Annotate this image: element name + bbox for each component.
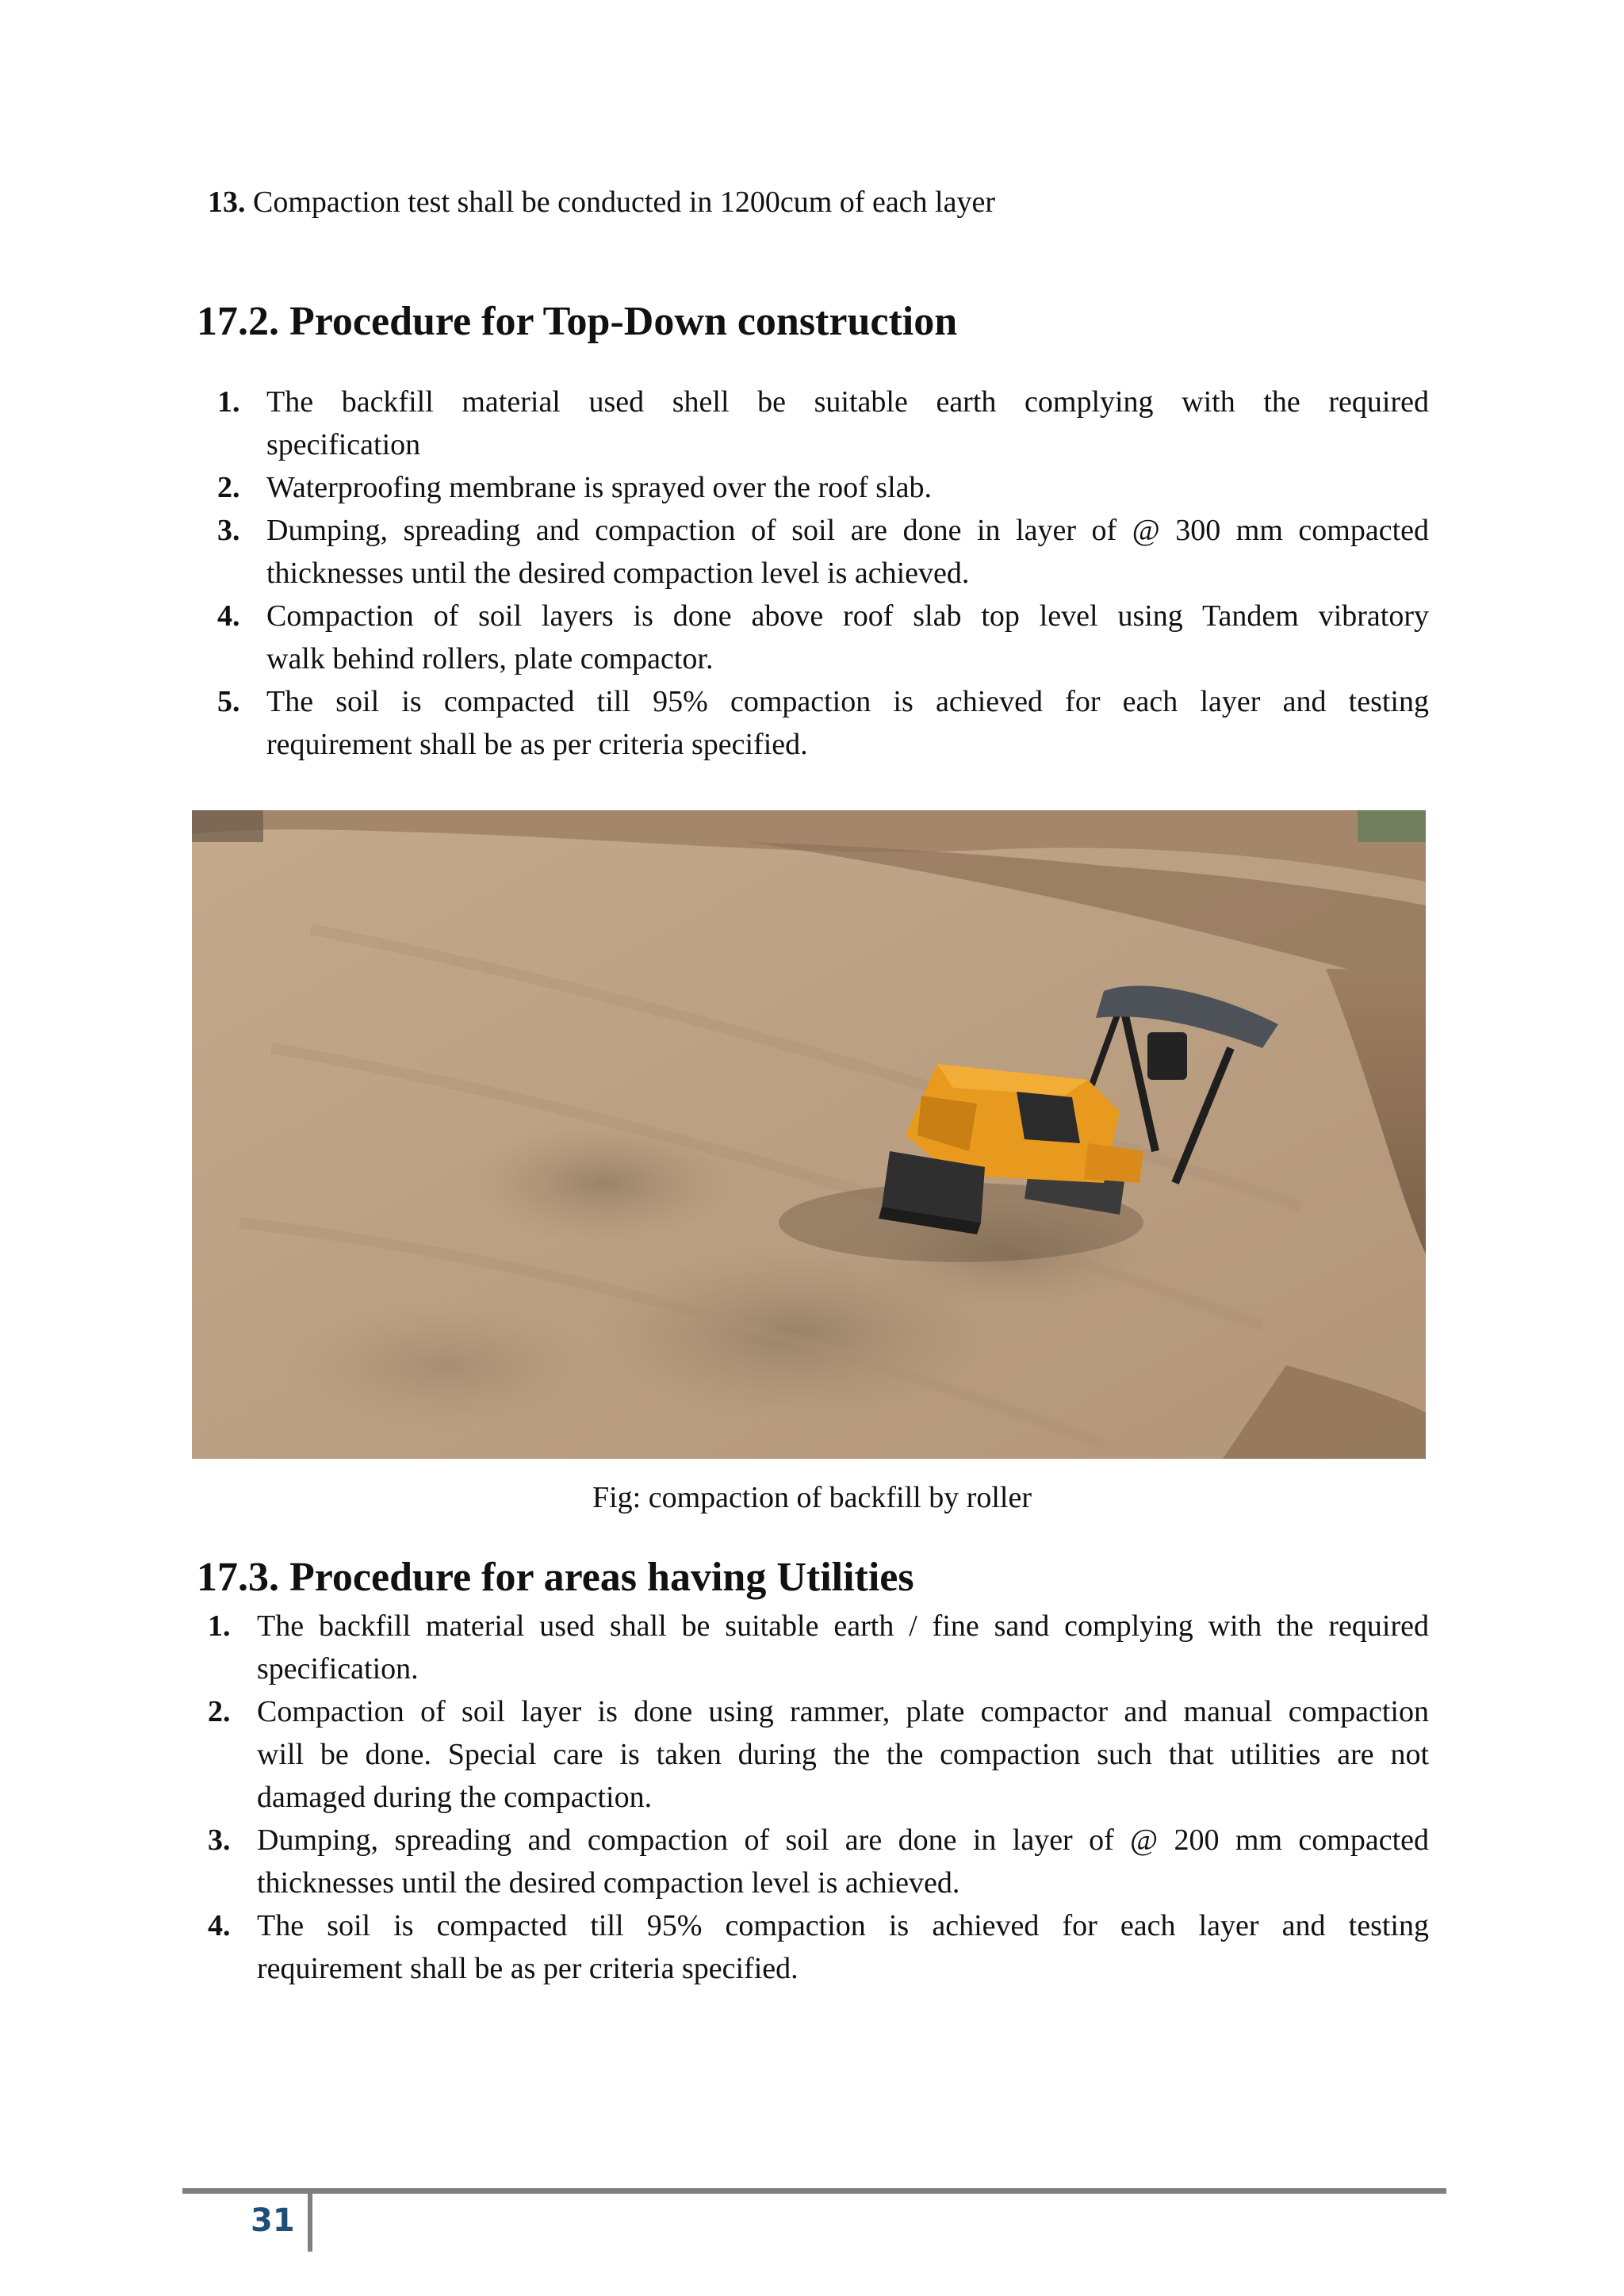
list-item-line: requirement shall be as per criteria specified. bbox=[257, 1952, 799, 1985]
list-item bbox=[208, 1904, 1429, 1990]
list-item-number: 1. bbox=[208, 1609, 231, 1643]
list-item-number: 4. bbox=[217, 599, 240, 633]
list-item-line: Dumping, spreading and compaction of soil are done in layer of @ 300 mm compacted bbox=[266, 514, 1429, 547]
list-item-number: 2. bbox=[217, 471, 240, 504]
list-item-number: 13. bbox=[208, 186, 246, 219]
list-item-line: Waterproofing membrane is sprayed over the roof slab. bbox=[266, 471, 932, 504]
roller-compaction-photo bbox=[192, 810, 1426, 1459]
list-17-3 bbox=[208, 1605, 1429, 1990]
list-item-line: will be done. Special care is taken during the the compaction such that utilities are not bbox=[257, 1738, 1429, 1771]
list-item-number: 4. bbox=[208, 1909, 231, 1942]
list-item-line: Dumping, spreading and compaction of soil are done in layer of @ 200 mm compacted bbox=[257, 1823, 1429, 1857]
list-item-line: Compaction of soil layer is done using rammer, plate compactor and manual compaction bbox=[257, 1695, 1429, 1728]
list-item-line: requirement shall be as per criteria specified. bbox=[266, 728, 808, 761]
list-item bbox=[217, 381, 1429, 466]
page-number: 31 bbox=[251, 2202, 295, 2239]
list-item-text: Compaction test shall be conducted in 1200cum of each layer bbox=[253, 186, 995, 219]
section-heading-17-2: 17.2. Procedure for Top-Down construction bbox=[197, 299, 958, 344]
list-item-line: The backfill material used shall be suitable earth / fine sand complying with the required bbox=[257, 1609, 1429, 1643]
list-item-line: thicknesses until the desired compaction level is achieved. bbox=[257, 1866, 960, 1900]
section-heading-17-3: 17.3. Procedure for areas having Utilities bbox=[197, 1555, 914, 1600]
list-item-number: 3. bbox=[217, 514, 240, 547]
list-item-line: thicknesses until the desired compaction level is achieved. bbox=[266, 557, 970, 590]
list-item bbox=[208, 1690, 1429, 1819]
list-item-line: walk behind rollers, plate compactor. bbox=[266, 642, 714, 675]
list-item-number: 3. bbox=[208, 1823, 231, 1857]
list-17-2 bbox=[217, 381, 1429, 766]
list-item-line: specification. bbox=[257, 1652, 419, 1686]
list-item-line: The soil is compacted till 95% compaction is achieved for each layer and testing bbox=[257, 1909, 1429, 1942]
figure-caption: Fig: compaction of backfill by roller bbox=[592, 1481, 1032, 1514]
list-item bbox=[217, 595, 1429, 680]
list-item bbox=[208, 1819, 1429, 1904]
list-item bbox=[208, 1605, 1429, 1690]
list-item bbox=[217, 466, 1429, 509]
list-item-line: The soil is compacted till 95% compaction is achieved for each layer and testing bbox=[266, 685, 1429, 718]
top-list-item bbox=[208, 181, 995, 224]
list-item-line: Compaction of soil layers is done above roof slab top level using Tandem vibratory bbox=[266, 599, 1429, 633]
footer-divider bbox=[308, 2188, 312, 2252]
list-item bbox=[217, 509, 1429, 595]
list-item-number: 5. bbox=[217, 685, 240, 718]
footer-rule bbox=[182, 2188, 1446, 2194]
list-item-number: 1. bbox=[217, 385, 240, 419]
list-item bbox=[217, 680, 1429, 766]
list-item-number: 2. bbox=[208, 1695, 231, 1728]
list-item-line: damaged during the compaction. bbox=[257, 1781, 653, 1814]
list-item-line: The backfill material used shell be suitable earth complying with the required bbox=[266, 385, 1429, 419]
list-item-line: specification bbox=[266, 428, 421, 461]
